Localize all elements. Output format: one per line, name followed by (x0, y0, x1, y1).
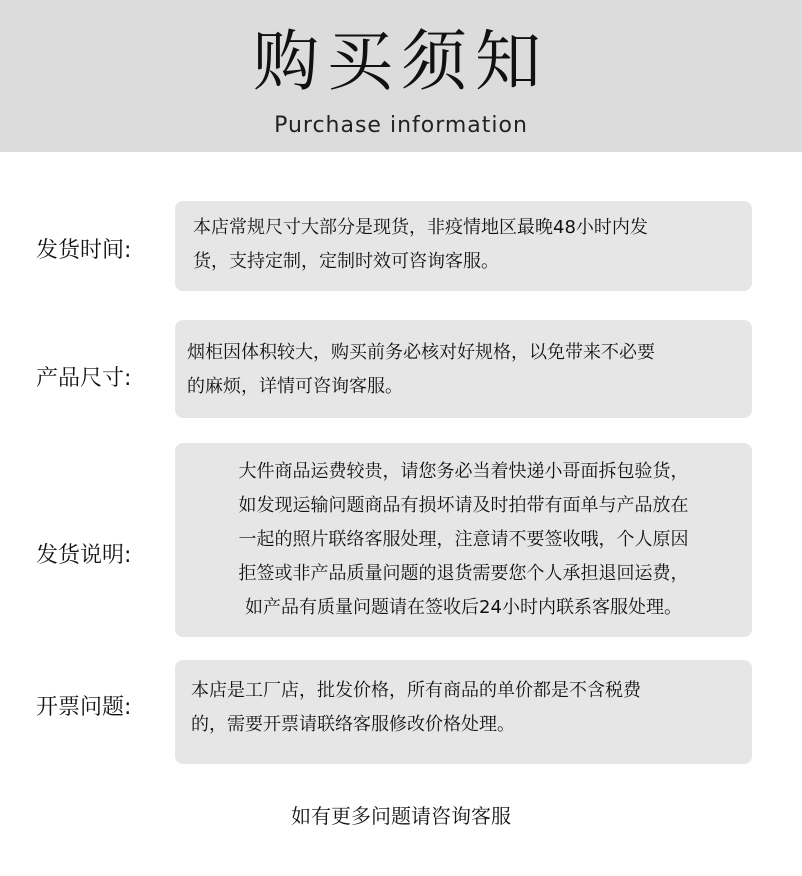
section-label: 产品尺寸: (36, 366, 132, 391)
header-banner (0, 0, 802, 152)
info-line: 本店是工厂店，批发价格，所有商品的单价都是不含税费 (191, 680, 641, 701)
info-line: 的麻烦，详情可咨询客服。 (187, 376, 403, 397)
info-line: 大件商品运费较贵，请您务必当着快递小哥面拆包验货， (238, 461, 689, 482)
info-box (175, 201, 752, 291)
info-line: 拒签或非产品质量问题的退货需要您个人承担退回运费， (238, 563, 689, 584)
info-line: 烟柜因体积较大，购买前务必核对好规格，以免带来不必要 (187, 342, 655, 363)
info-box (175, 320, 752, 418)
info-box (175, 443, 752, 637)
section-label: 开票问题: (36, 695, 132, 720)
page-title: 购买须知 (253, 23, 549, 100)
info-line: 本店常规尺寸大部分是现货，非疫情地区最晚48小时内发 (193, 217, 648, 238)
footer-note: 如有更多问题请咨询客服 (291, 804, 511, 828)
info-line: 货，支持定制，定制时效可咨询客服。 (193, 251, 499, 272)
section-label: 发货时间: (36, 238, 132, 263)
info-line: 如产品有质量问题请在签收后24小时内联系客服处理。 (245, 597, 682, 618)
info-box (175, 660, 752, 764)
info-line: 如发现运输问题商品有损坏请及时拍带有面单与产品放在 (238, 495, 689, 516)
section-label: 发货说明: (36, 543, 132, 568)
page-subtitle: Purchase information (274, 113, 528, 138)
info-line: 的，需要开票请联络客服修改价格处理。 (191, 714, 515, 735)
info-line: 一起的照片联络客服处理，注意请不要签收哦，个人原因 (238, 529, 689, 550)
